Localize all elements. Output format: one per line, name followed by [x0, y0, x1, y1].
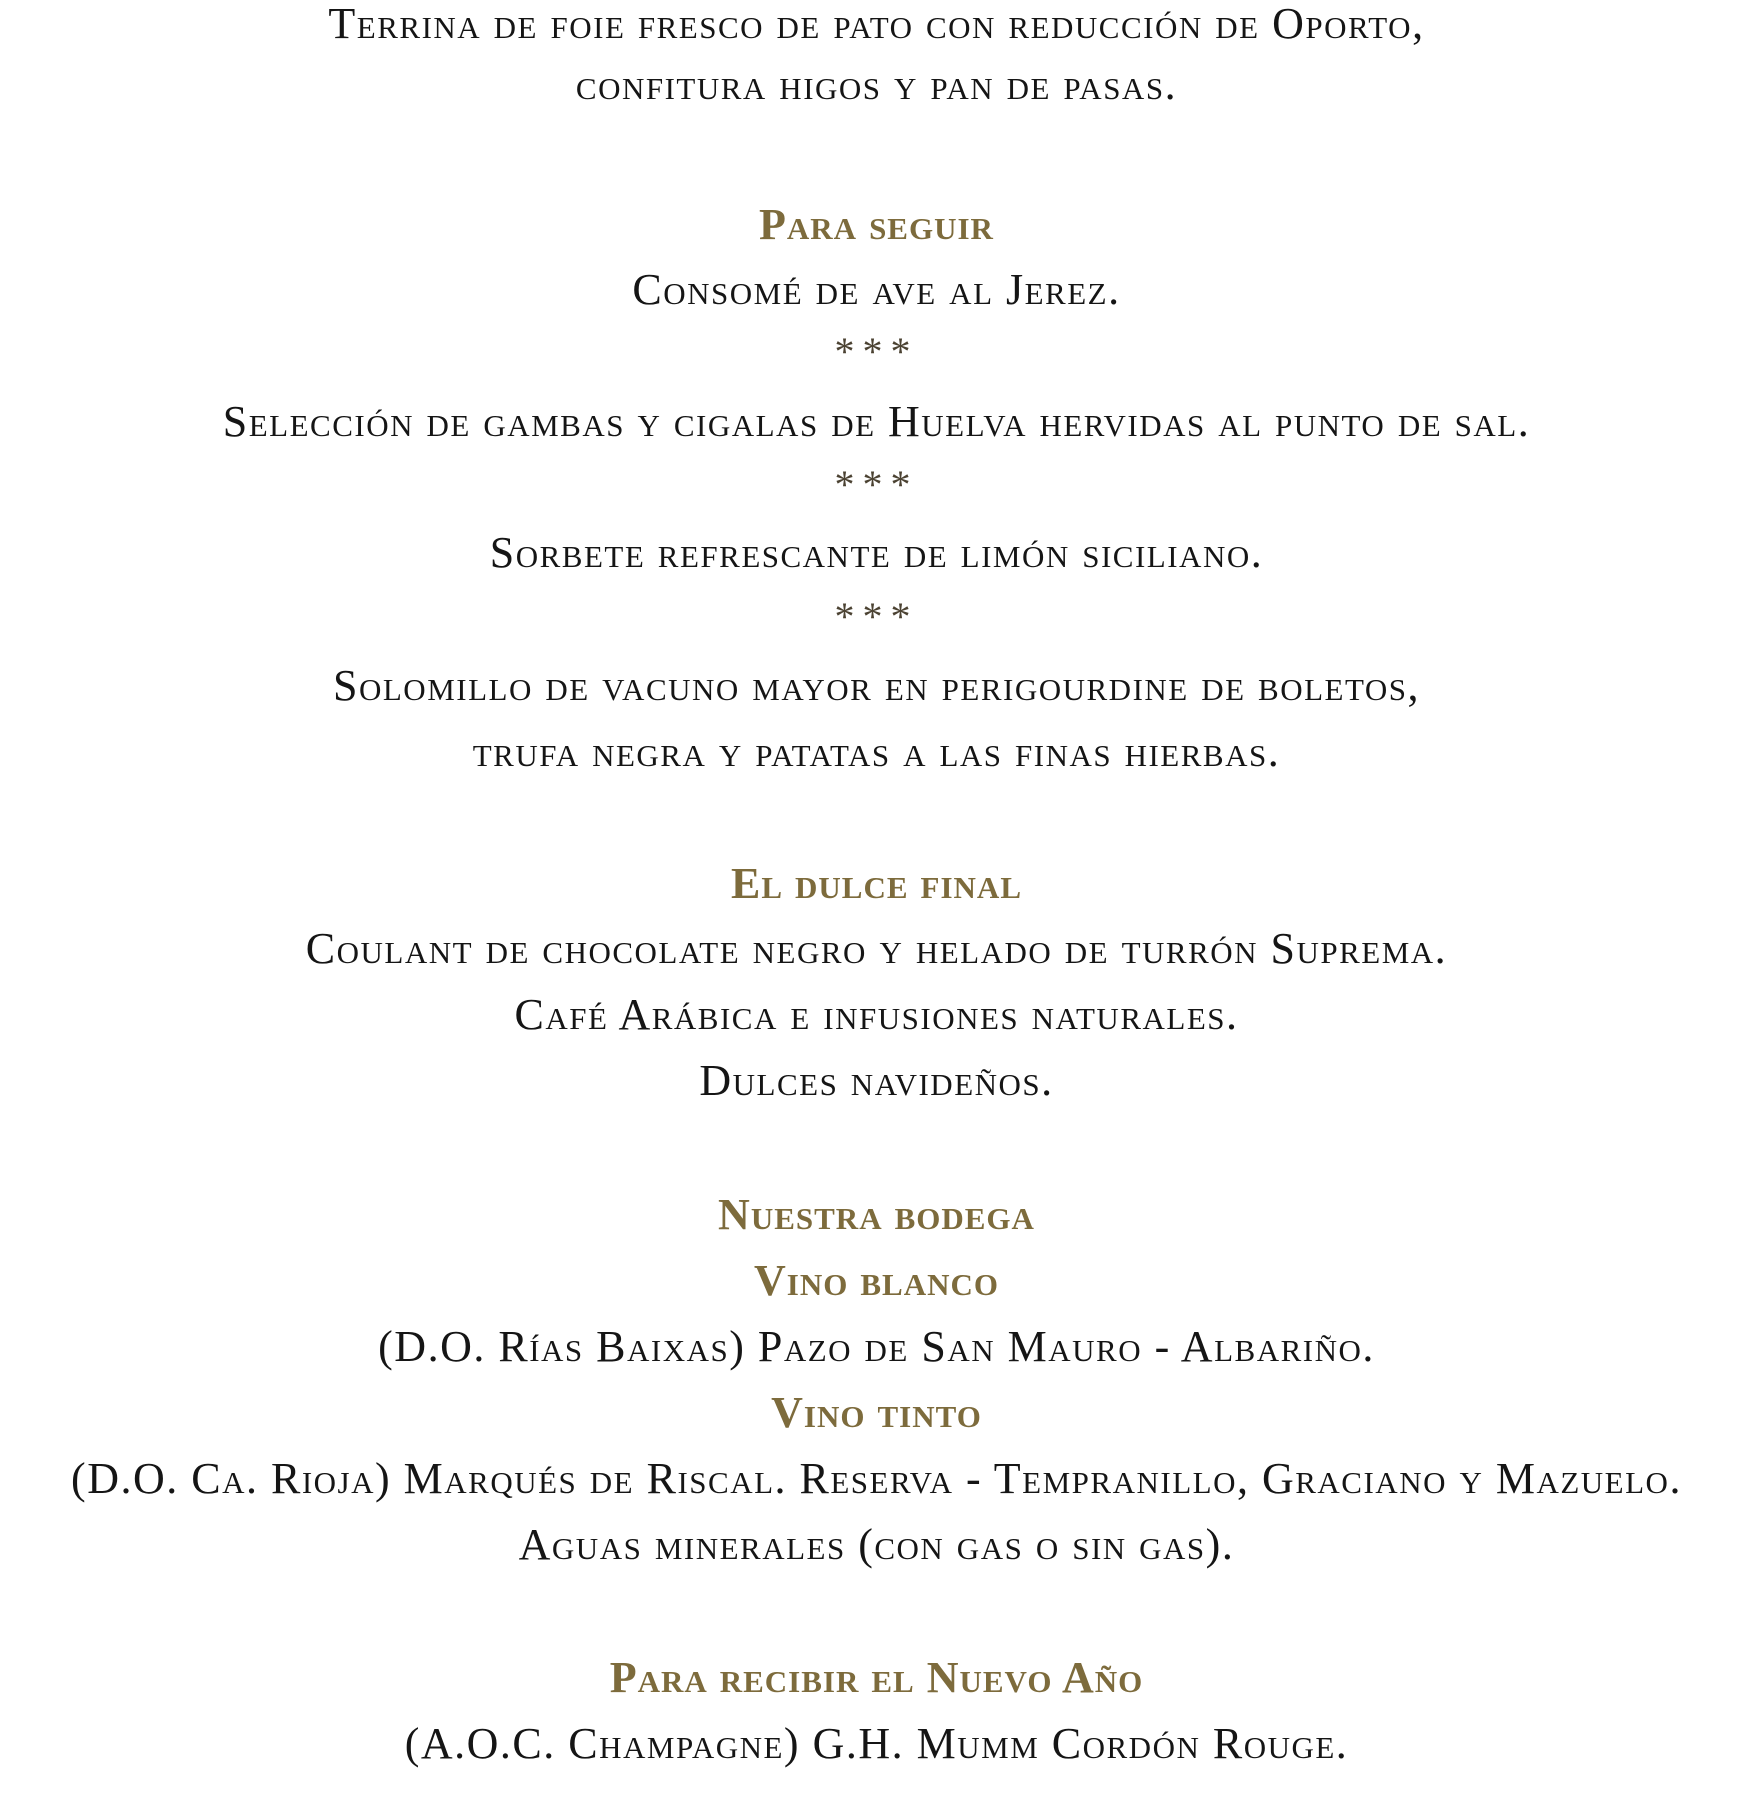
menu-item-solomillo-line-1: Solomillo de vacuno mayor en perigourdine de boletos,: [333, 661, 1420, 710]
menu-item-gambas: Selección de gambas y cigalas de Huelva hervidas al punto de sal.: [222, 397, 1531, 446]
subheading-vino-tinto: Vino tinto: [771, 1388, 982, 1437]
wine-red: (D.O. Ca. Rioja) Marqués de Riscal. Reserva - Tempranillo, Graciano y Mazuelo.: [71, 1454, 1682, 1503]
menu-item-sorbete: Sorbete refrescante de limón siciliano.: [489, 528, 1264, 577]
section-heading-dulce-final: El dulce final: [731, 859, 1022, 908]
menu-item-consome: Consomé de ave al Jerez.: [632, 265, 1121, 314]
starter-line-1: Terrina de foie fresco de pato con reducción de Oporto,: [328, 0, 1425, 48]
separator-asterisks: ***: [834, 329, 919, 374]
section-heading-para-seguir: Para seguir: [759, 200, 994, 249]
separator-asterisks: ***: [834, 462, 919, 507]
champagne-line: (A.O.C. Champagne) G.H. Mumm Cordón Rouge.: [404, 1719, 1349, 1768]
starter-line-2: confitura higos y pan de pasas.: [575, 60, 1178, 109]
wine-white: (D.O. Rías Baixas) Pazo de San Mauro - Albariño.: [378, 1322, 1375, 1371]
menu-item-solomillo-line-2: trufa negra y patatas a las finas hierbas.: [472, 727, 1281, 776]
menu-item-cafe: Café Arábica e infusiones naturales.: [514, 990, 1239, 1039]
menu-item-coulant: Coulant de chocolate negro y helado de turrón Suprema.: [305, 924, 1448, 973]
water-line: Aguas minerales (con gas o sin gas).: [518, 1520, 1235, 1569]
menu-item-dulces: Dulces navideños.: [699, 1056, 1054, 1105]
section-heading-bodega: Nuestra bodega: [718, 1190, 1035, 1239]
subheading-vino-blanco: Vino blanco: [754, 1256, 999, 1305]
separator-asterisks: ***: [834, 594, 919, 639]
section-heading-nuevo-ano: Para recibir el Nuevo Año: [609, 1653, 1144, 1702]
